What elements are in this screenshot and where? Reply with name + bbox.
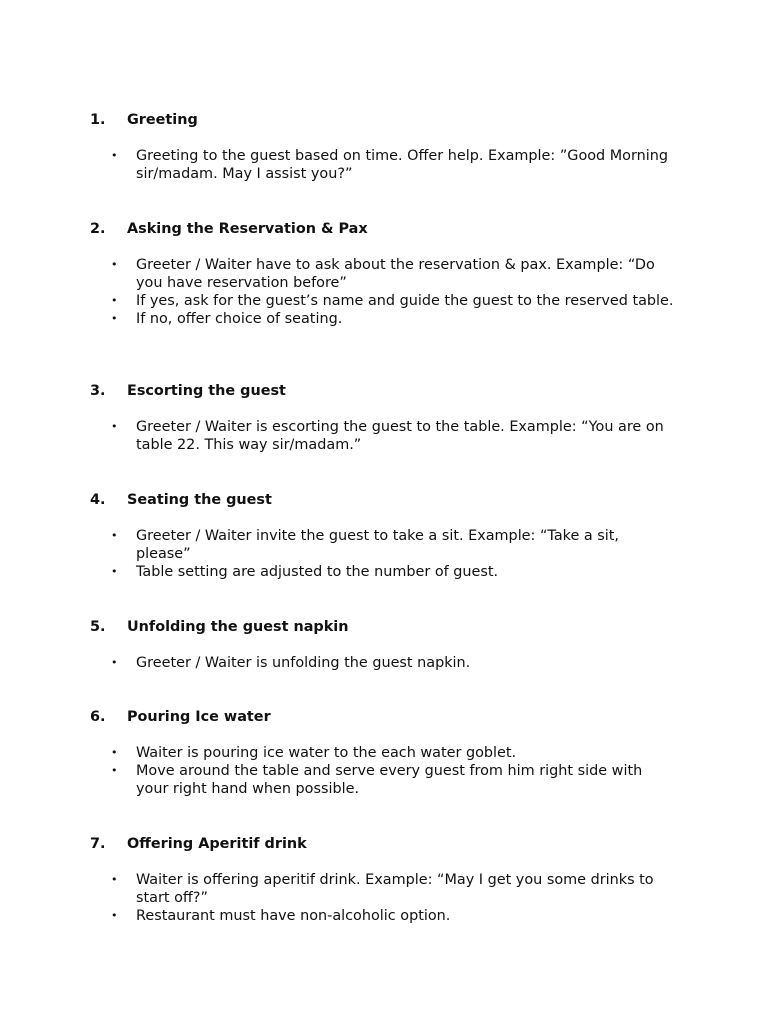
section-title: Pouring Ice water [127, 709, 271, 725]
bullet-icon: • [111, 420, 118, 433]
list-item-text: Greeter / Waiter have to ask about the reservation & pax. Example: “Do you have reservation before” [136, 257, 655, 291]
list-item [90, 762, 676, 798]
section-title: Offering Aperitif drink [127, 836, 307, 852]
section-seating [90, 491, 690, 581]
list-item [90, 563, 676, 581]
list-item [90, 418, 676, 454]
section-pouring-water [90, 708, 690, 798]
bullet-icon: • [111, 565, 118, 578]
bullet-icon: • [111, 312, 118, 325]
section-aperitif [90, 835, 690, 925]
bullet-list [90, 418, 690, 454]
section-number: 2. [90, 221, 106, 237]
list-item [90, 310, 676, 328]
section-title: Greeting [127, 112, 198, 128]
list-item-text: Greeter / Waiter is unfolding the guest napkin. [136, 655, 471, 671]
bullet-icon: • [111, 656, 118, 669]
bullet-icon: • [111, 764, 118, 777]
section-heading [90, 111, 690, 129]
section-heading [90, 220, 690, 238]
section-number: 5. [90, 619, 106, 635]
list-item [90, 292, 676, 310]
section-heading [90, 618, 690, 636]
bullet-icon: • [111, 294, 118, 307]
bullet-list [90, 256, 690, 328]
bullet-icon: • [111, 258, 118, 271]
section-number: 7. [90, 836, 106, 852]
section-number: 4. [90, 492, 106, 508]
bullet-list [90, 527, 690, 581]
bullet-list [90, 744, 690, 798]
section-title: Seating the guest [127, 492, 272, 508]
bullet-icon: • [111, 746, 118, 759]
bullet-icon: • [111, 529, 118, 542]
list-item-text: Table setting are adjusted to the number of guest. [136, 564, 499, 580]
section-number: 3. [90, 383, 106, 399]
bullet-icon: • [111, 909, 118, 922]
bullet-icon: • [111, 149, 118, 162]
bullet-list [90, 147, 690, 183]
section-title: Unfolding the guest napkin [127, 619, 349, 635]
section-heading [90, 491, 690, 509]
section-heading [90, 382, 690, 400]
list-item [90, 527, 676, 563]
list-item-text: Move around the table and serve every guest from him right side with your right hand when possible. [136, 763, 643, 797]
list-item-text: Waiter is pouring ice water to the each water goblet. [136, 745, 517, 761]
section-asking-reservation [90, 220, 690, 328]
list-item [90, 871, 676, 907]
list-item [90, 256, 676, 292]
section-heading [90, 835, 690, 853]
section-title: Escorting the guest [127, 383, 286, 399]
section-heading [90, 708, 690, 726]
bullet-icon: • [111, 873, 118, 886]
list-item-text: Greeter / Waiter invite the guest to take a sit. Example: “Take a sit, please” [136, 528, 619, 562]
bullet-list [90, 871, 690, 925]
section-escorting [90, 382, 690, 454]
section-title: Asking the Reservation & Pax [127, 221, 368, 237]
list-item [90, 147, 676, 183]
section-number: 1. [90, 112, 106, 128]
list-item [90, 744, 676, 762]
list-item [90, 654, 676, 672]
list-item [90, 907, 676, 925]
section-greeting [90, 111, 690, 183]
list-item-text: Greeting to the guest based on time. Offer help. Example: ”Good Morning sir/madam. May I assist you?” [136, 148, 669, 182]
bullet-list [90, 654, 690, 672]
list-item-text: Greeter / Waiter is escorting the guest to the table. Example: “You are on table 22. This way sir/madam.” [136, 419, 664, 453]
list-item-text: If no, offer choice of seating. [136, 311, 343, 327]
list-item-text: If yes, ask for the guest’s name and guide the guest to the reserved table. [136, 293, 674, 309]
list-item-text: Waiter is offering aperitif drink. Example: “May I get you some drinks to start off?” [136, 872, 654, 906]
section-unfolding-napkin [90, 618, 690, 672]
list-item-text: Restaurant must have non-alcoholic option. [136, 908, 451, 924]
section-number: 6. [90, 709, 106, 725]
